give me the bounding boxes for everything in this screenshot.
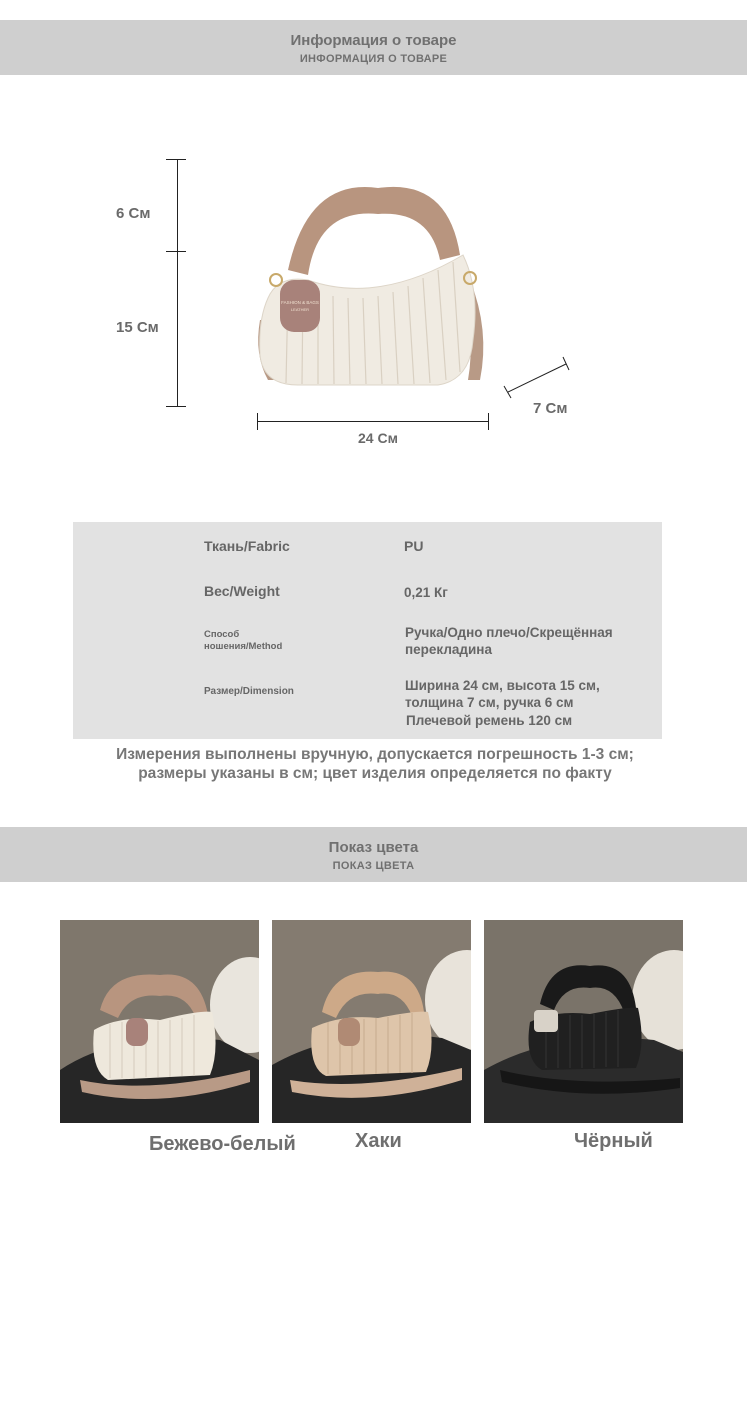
width-measure-line (257, 421, 489, 422)
info-banner-subtitle: ИНФОРМАЦИЯ О ТОВАРЕ (299, 53, 448, 65)
color-name-black: Чёрный (574, 1130, 653, 1152)
bag-illustration (248, 180, 498, 395)
spec-value-method: Ручка/Одно плечо/Скрещённая перекладина (405, 625, 613, 657)
height-tick-bottom (166, 406, 186, 407)
bag-tag-line1: FASHION & BAGS (281, 300, 319, 305)
spec-value-strap: Плечевой ремень 120 см (406, 713, 573, 728)
color-name-khaki: Хаки (355, 1130, 402, 1152)
width-tick-right (488, 413, 489, 430)
spec-key-method: Способ ношения/Method (204, 629, 283, 652)
spec-value-dimension: Ширина 24 см, высота 15 см, толщина 7 см, ручка 6 см (405, 678, 600, 710)
bag-tag-line2: LEATHER (290, 307, 310, 312)
width-tick-left (257, 413, 258, 430)
spec-value-fabric: PU (404, 538, 424, 554)
spec-key-fabric: Ткань/Fabric (204, 538, 290, 554)
color-photo-beige (60, 920, 259, 1123)
color-banner (0, 827, 747, 882)
spec-key-weight: Вес/Weight (204, 583, 280, 599)
depth-measure-line (500, 350, 580, 400)
body-height-label: 15 См (116, 319, 159, 336)
height-tick-mid (166, 251, 186, 252)
measurement-note (0, 745, 750, 783)
spec-key-dimension: Размер/Dimension (204, 686, 294, 697)
measurement-note-line1: Измерения выполнены вручную, допускается погрешность 1-3 см; (116, 746, 634, 763)
color-banner-subtitle: ПОКАЗ ЦВЕТА (332, 860, 415, 872)
depth-label: 7 См (533, 400, 568, 417)
handle-height-label: 6 См (116, 205, 151, 222)
height-measure-line (177, 159, 178, 406)
color-photo-black (484, 920, 683, 1123)
color-photo-khaki (272, 920, 471, 1123)
info-banner (0, 20, 747, 75)
color-name-beige: Бежево-белый (149, 1133, 296, 1155)
spec-table (73, 522, 662, 739)
spec-value-weight: 0,21 Кг (404, 585, 448, 600)
color-banner-title: Показ цвета (328, 839, 419, 856)
height-tick-top (166, 159, 186, 160)
measurement-note-line2: размеры указаны в см; цвет изделия определяется по факту (138, 765, 612, 782)
width-label: 24 См (358, 430, 398, 446)
info-banner-title: Информация о товаре (290, 32, 457, 49)
